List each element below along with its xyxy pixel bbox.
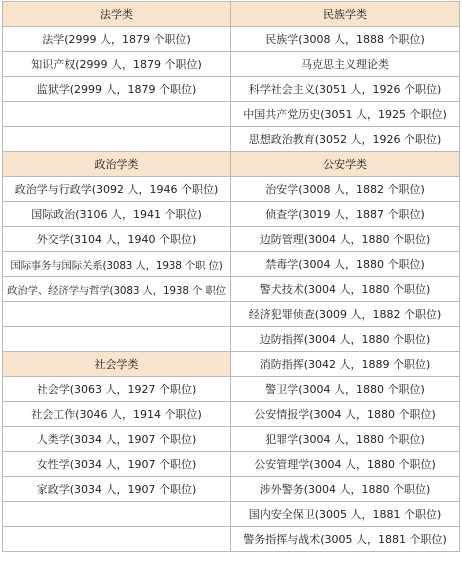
- major-row: 政治学与行政学(3092 人，1946 个职位): [2, 176, 231, 202]
- major-row: 法学(2999 人，1879 个职位): [2, 26, 231, 52]
- major-row: 社会学(3063 人，1927 个职位): [2, 376, 231, 402]
- major-row: 社会工作(3046 人，1914 个职位): [2, 401, 231, 427]
- major-row: 国际事务与国际关系(3083 人，1938 个职 位): [2, 251, 231, 277]
- left-column: [2, 2, 231, 552]
- major-row: 外交学(3104 人，1940 个职位): [2, 226, 231, 252]
- category-header: [230, 151, 460, 177]
- major-row: 经济犯罪侦查(3009 人，1882 个职位): [230, 301, 460, 327]
- major-row: 治安学(3008 人，1882 个职位): [230, 176, 460, 202]
- empty-row: [2, 101, 231, 127]
- major-row: 知识产权(2999 人，1879 个职位): [2, 51, 231, 77]
- category-header: [2, 151, 231, 177]
- major-row: 侦查学(3019 人，1887 个职位): [230, 201, 460, 227]
- major-row: 家政学(3034 人，1907 个职位): [2, 476, 231, 502]
- category-header-label: 法学类: [100, 8, 133, 21]
- major-row: 政治学、经济学与哲学(3083 人，1938 个 职位: [2, 276, 231, 302]
- major-row: 边防指挥(3004 人，1880 个职位): [230, 326, 460, 352]
- major-row: 消防指挥(3042 人，1889 个职位): [230, 351, 460, 377]
- major-row: 马克思主义理论类: [230, 51, 460, 77]
- category-header-label: 政治学类: [94, 158, 139, 171]
- category-header-label: 公安学类: [323, 158, 367, 171]
- category-header: [230, 1, 460, 27]
- category-header: [2, 351, 231, 377]
- category-header: [2, 1, 231, 27]
- majors-table: [2, 2, 460, 574]
- right-column: [231, 2, 460, 552]
- major-row: 中国共产党历史(3051 人，1925 个职位): [230, 101, 460, 127]
- major-row: 国内安全保卫(3005 人，1881 个职位): [230, 501, 460, 527]
- category-header-label: 社会学类: [94, 358, 139, 371]
- major-row: 涉外警务(3004 人，1880 个职位): [230, 476, 460, 502]
- major-row: 公安情报学(3004 人，1880 个职位): [230, 401, 460, 427]
- major-row: 警犬技术(3004 人，1880 个职位): [230, 276, 460, 302]
- major-row: 边防管理(3004 人，1880 个职位): [230, 226, 460, 252]
- major-row: 女性学(3034 人，1907 个职位): [2, 451, 231, 477]
- major-row: 民族学(3008 人，1888 个职位): [230, 26, 460, 52]
- major-row: 警卫学(3004 人，1880 个职位): [230, 376, 460, 402]
- major-row: 犯罪学(3004 人，1880 个职位): [230, 426, 460, 452]
- major-row: 国际政治(3106 人，1941 个职位): [2, 201, 231, 227]
- category-header-label: 民族学类: [323, 8, 367, 21]
- empty-row: [2, 526, 231, 552]
- empty-row: [2, 501, 231, 527]
- major-row: 警务指挥与战术(3005 人，1881 个职位): [230, 526, 460, 552]
- major-row: 禁毒学(3004 人，1880 个职位): [230, 251, 460, 277]
- major-row: 科学社会主义(3051 人，1926 个职位): [230, 76, 460, 102]
- empty-row: [2, 126, 231, 152]
- major-row: 人类学(3034 人，1907 个职位): [2, 426, 231, 452]
- major-row: 监狱学(2999 人，1879 个职位): [2, 76, 231, 102]
- empty-row: [2, 301, 231, 327]
- empty-row: [2, 326, 231, 352]
- major-row: 公安管理学(3004 人，1880 个职位): [230, 451, 460, 477]
- major-row: 思想政治教育(3052 人，1926 个职位): [230, 126, 460, 152]
